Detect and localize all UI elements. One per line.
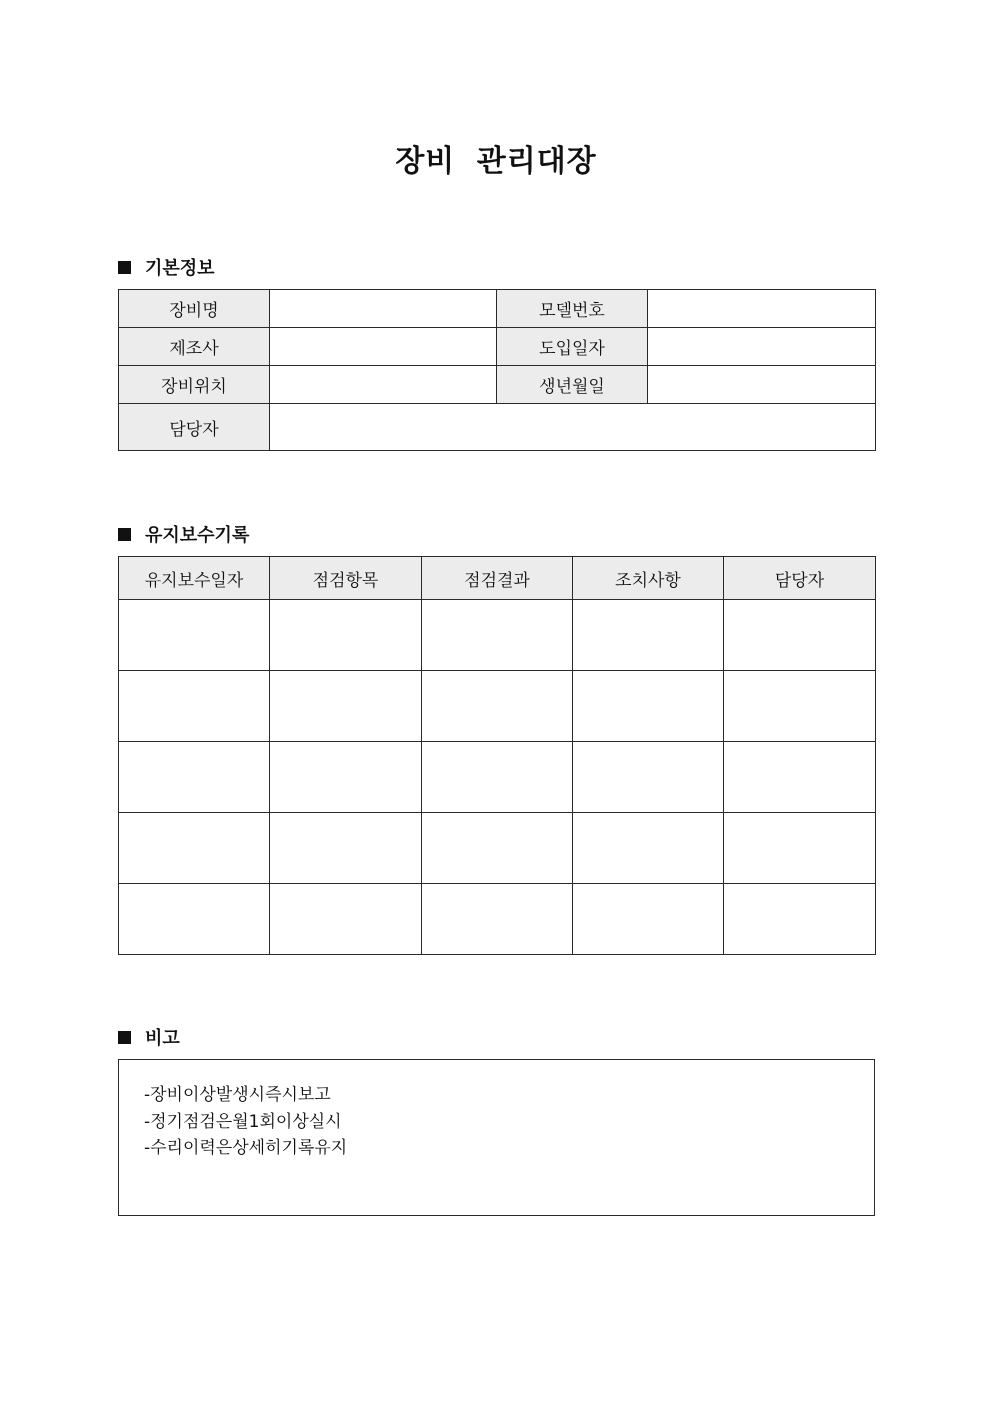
table-cell[interactable] xyxy=(270,742,422,813)
basic-info-table xyxy=(118,289,876,451)
table-cell[interactable] xyxy=(724,600,876,671)
table-cell[interactable] xyxy=(422,671,573,742)
table-cell[interactable] xyxy=(724,884,876,955)
square-bullet-icon xyxy=(118,528,131,541)
table-row xyxy=(119,742,876,813)
table-cell[interactable] xyxy=(724,813,876,884)
column-header-inspection-result: 점검결과 xyxy=(422,557,573,600)
birth-date-field[interactable] xyxy=(648,366,876,404)
remark-line: -장비이상발생시즉시보고 xyxy=(144,1085,331,1105)
table-row xyxy=(119,884,876,955)
table-row xyxy=(119,328,876,366)
table-cell[interactable] xyxy=(573,884,724,955)
introduction-date-field[interactable] xyxy=(648,328,876,366)
manager-label: 담당자 xyxy=(119,404,270,451)
table-cell[interactable] xyxy=(724,671,876,742)
maintenance-table xyxy=(118,556,876,955)
column-header-inspection-item: 점검항목 xyxy=(270,557,422,600)
introduction-date-label: 도입일자 xyxy=(497,328,648,366)
maintenance-heading xyxy=(118,521,249,547)
page-title: 장비 관리대장 xyxy=(395,144,597,179)
table-cell[interactable] xyxy=(270,884,422,955)
table-cell[interactable] xyxy=(119,742,270,813)
equipment-location-label: 장비위치 xyxy=(119,366,270,404)
table-cell[interactable] xyxy=(422,742,573,813)
manufacturer-field[interactable] xyxy=(270,328,497,366)
square-bullet-icon xyxy=(118,261,131,274)
equipment-location-field[interactable] xyxy=(270,366,497,404)
model-number-label: 모델번호 xyxy=(497,290,648,328)
equipment-name-field[interactable] xyxy=(270,290,497,328)
column-header-action-taken: 조치사항 xyxy=(573,557,724,600)
table-row xyxy=(119,600,876,671)
table-row xyxy=(119,404,876,451)
table-cell[interactable] xyxy=(573,600,724,671)
equipment-name-label: 장비명 xyxy=(119,290,270,328)
table-row xyxy=(119,290,876,328)
remarks-heading xyxy=(118,1024,180,1050)
table-cell[interactable] xyxy=(573,813,724,884)
table-cell[interactable] xyxy=(724,742,876,813)
table-cell[interactable] xyxy=(270,600,422,671)
table-header-row xyxy=(119,557,876,600)
manager-field[interactable] xyxy=(270,404,876,451)
square-bullet-icon xyxy=(118,1031,131,1044)
remark-line: -수리이력은상세히기록유지 xyxy=(144,1138,348,1158)
table-cell[interactable] xyxy=(422,884,573,955)
remarks-box[interactable] xyxy=(118,1059,875,1216)
remark-line: -정기점검은월1회이상실시 xyxy=(144,1112,342,1132)
remarks-heading-text: 비고 xyxy=(145,1028,180,1049)
table-row xyxy=(119,671,876,742)
column-header-manager: 담당자 xyxy=(724,557,876,600)
birth-date-label: 생년월일 xyxy=(497,366,648,404)
table-cell[interactable] xyxy=(573,742,724,813)
maintenance-heading-text: 유지보수기록 xyxy=(145,525,250,546)
table-cell[interactable] xyxy=(270,671,422,742)
model-number-field[interactable] xyxy=(648,290,876,328)
table-cell[interactable] xyxy=(573,671,724,742)
column-header-maintenance-date: 유지보수일자 xyxy=(119,557,270,600)
table-cell[interactable] xyxy=(422,813,573,884)
basic-info-heading xyxy=(118,254,215,280)
table-row xyxy=(119,366,876,404)
table-cell[interactable] xyxy=(119,671,270,742)
table-cell[interactable] xyxy=(119,600,270,671)
table-cell[interactable] xyxy=(119,813,270,884)
manufacturer-label: 제조사 xyxy=(119,328,270,366)
table-cell[interactable] xyxy=(422,600,573,671)
table-row xyxy=(119,813,876,884)
basic-info-heading-text: 기본정보 xyxy=(145,258,215,279)
table-cell[interactable] xyxy=(270,813,422,884)
table-cell[interactable] xyxy=(119,884,270,955)
